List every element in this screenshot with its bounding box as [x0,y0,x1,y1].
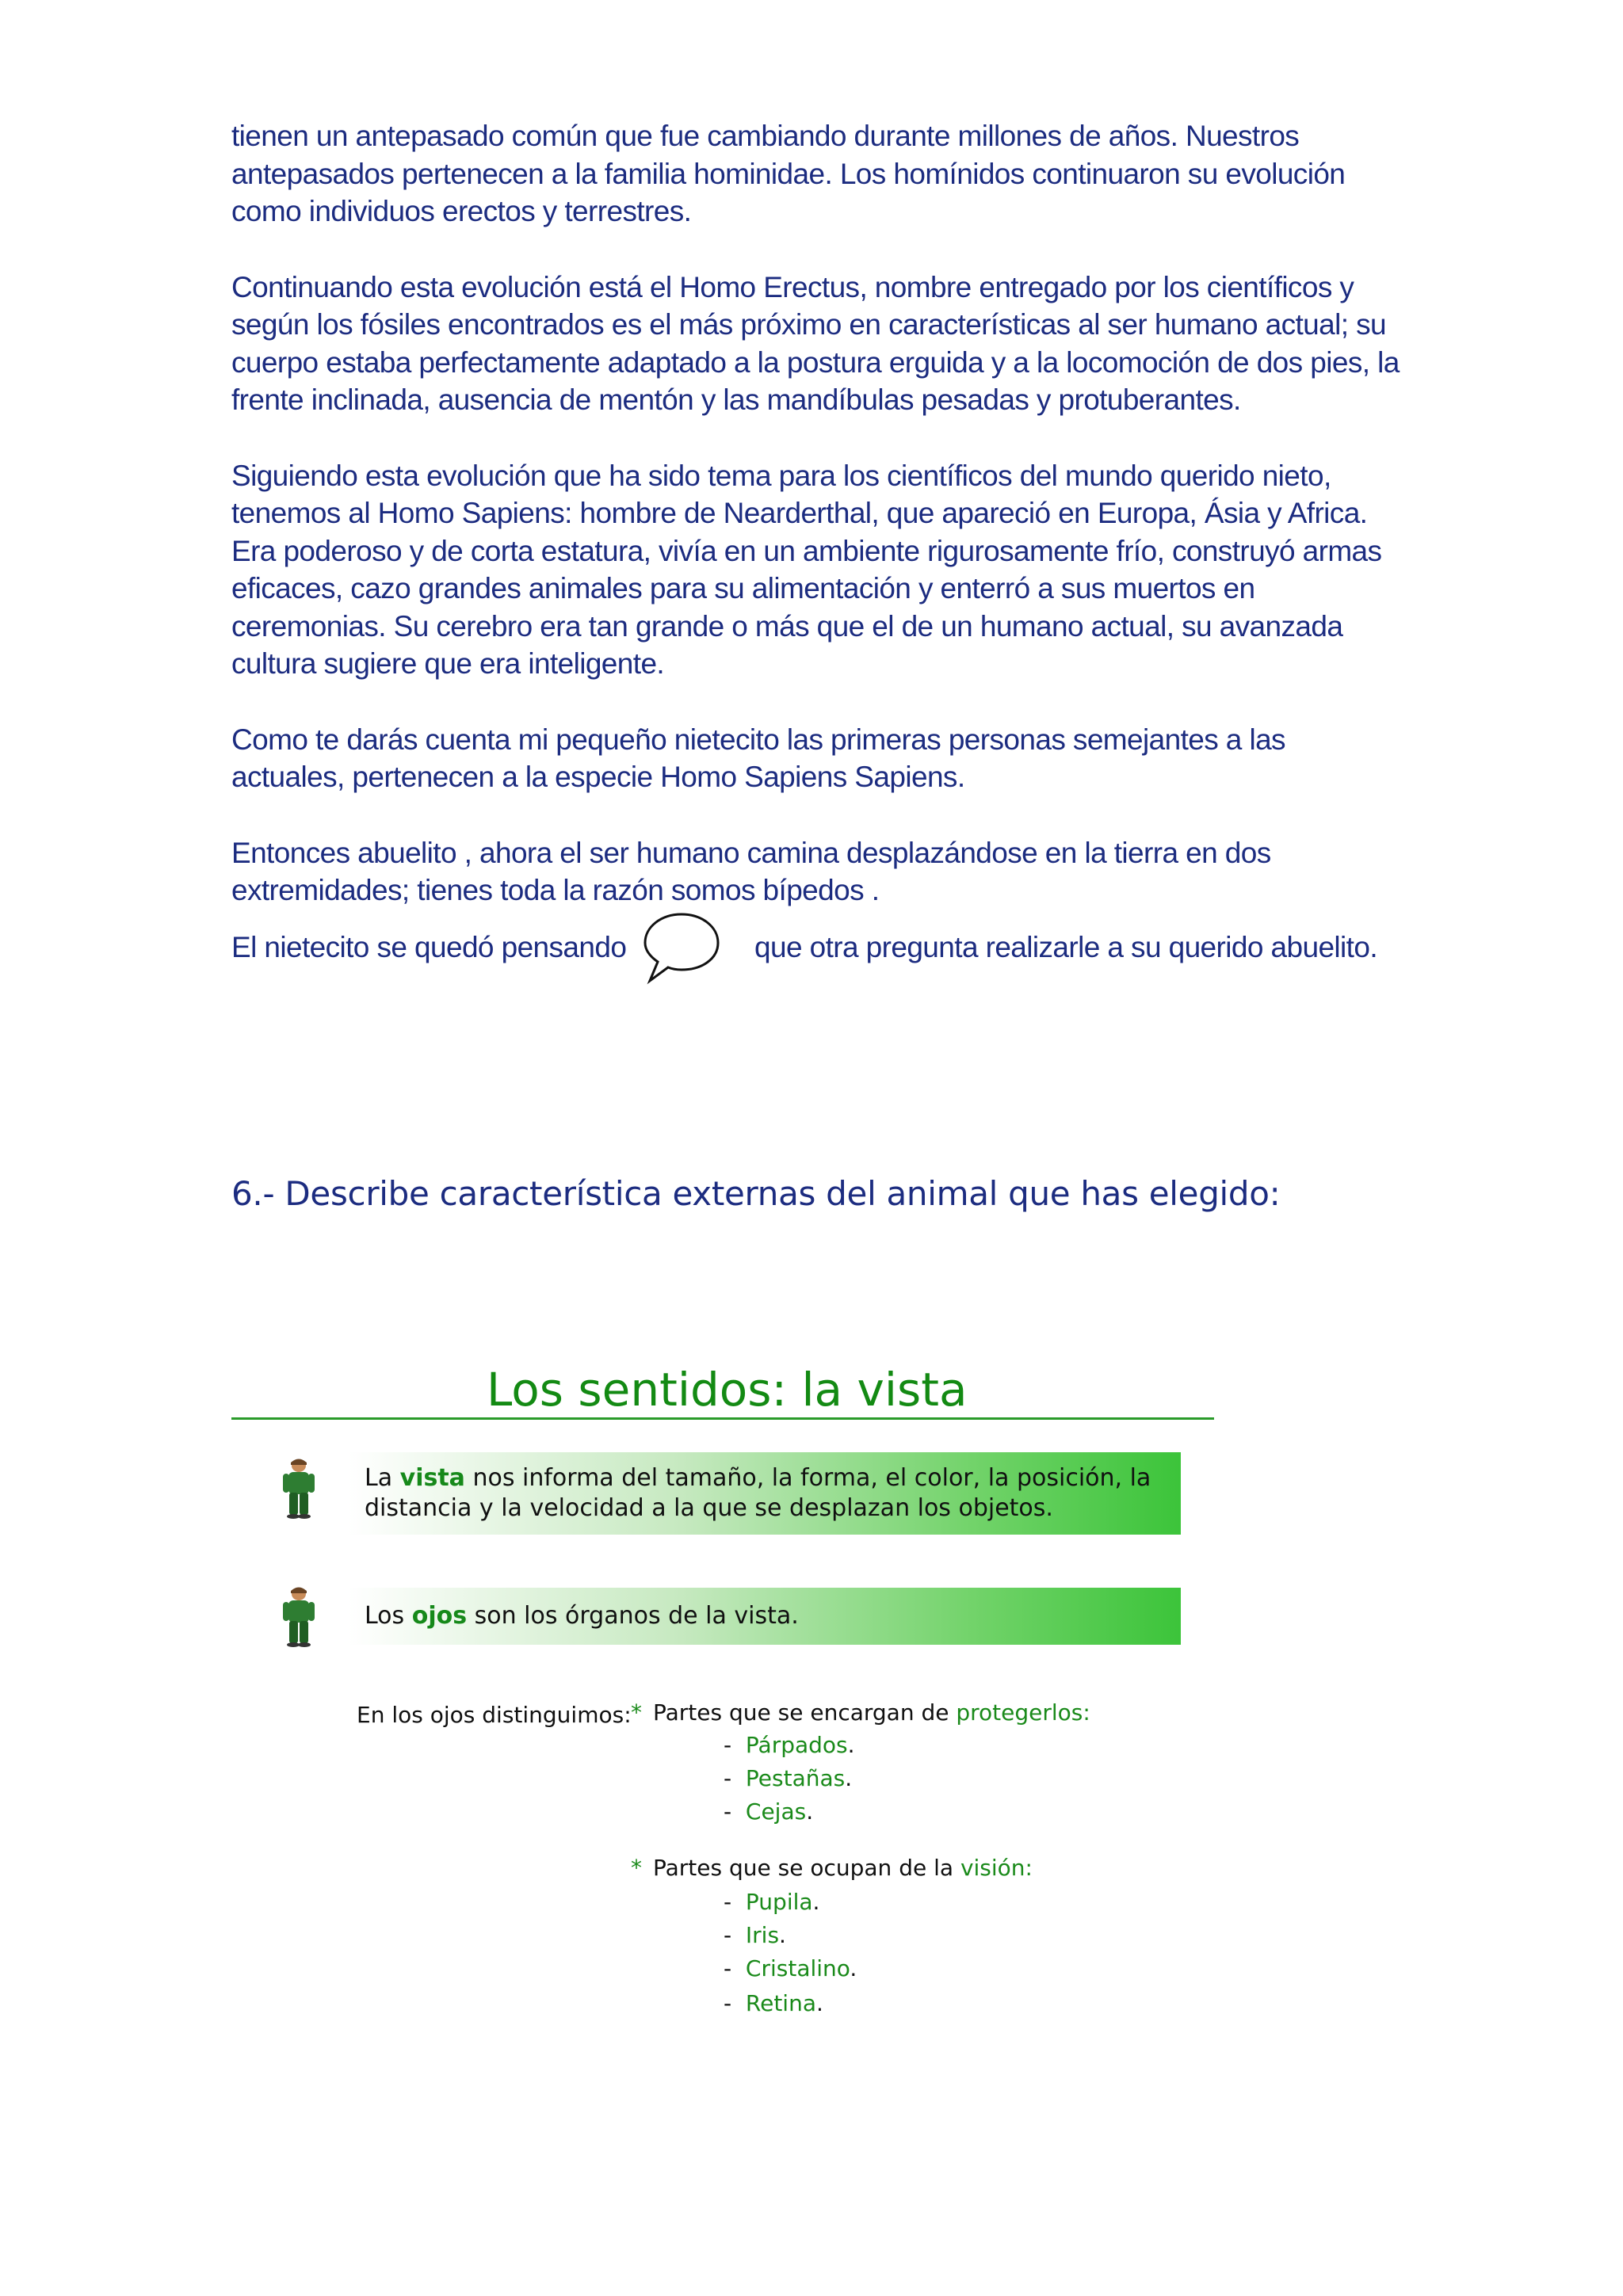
protection-head-text: Partes que se encargan de [653,1699,957,1726]
asterisk-bullet: * [631,1699,642,1726]
definition-line2: distancia y la velocidad a la que se desplazan los objetos. [365,1494,1053,1522]
question-6: 6.- Describe característica externas del animal que has elegido: [231,1174,1281,1213]
organs-box [349,1588,1181,1645]
definition-pre: La [365,1464,400,1492]
list-item: - Iris. [724,1922,786,1948]
asterisk-bullet: * [631,1855,642,1881]
eye-parts-intro: En los ojos distinguimos: [357,1702,632,1728]
keyword-vision: visión: [960,1855,1033,1881]
title-divider [231,1417,1214,1420]
vision-parts-heading [631,1855,1033,1881]
item-cristalino: Cristalino [745,1955,850,1981]
boy-figure-icon [279,1456,319,1520]
item-retina: Retina [745,1990,816,2016]
thinking-after-text: que otra pregunta realizarle a su querido abuelito. [754,930,1378,963]
keyword-ojos: ojos [411,1602,468,1630]
item-cejas: Cejas [745,1798,807,1825]
keyword-protegerlos: protegerlos: [956,1699,1090,1726]
item-pupila: Pupila [745,1889,813,1915]
definition-box [349,1452,1181,1535]
thinking-before-text: El nietecito se quedó pensando [231,930,627,963]
item-parpados: Párpados [745,1732,848,1758]
speech-bubble-icon [642,908,721,987]
list-item: - Pupila. [724,1889,820,1915]
organs-pre: Los [365,1602,412,1630]
boy-figure-icon [279,1585,319,1648]
lesson-title: Los sentidos: la vista [487,1363,968,1417]
paragraph-3: Siguiendo esta evolución que ha sido tema para los científicos del mundo querido nieto, tenemos al Homo Sapiens: hombre de Nearderthal, que apareció en Europa, Ásia y Africa. Era poderoso y de corta estatura, vivía en un ambiente rigurosamente frío, construyó armas eficaces, cazo grandes animales para su alimentación y enterró a sus muertos en ceremonias. Su cerebro era tan grande o más que el de un humano actual, su avanzada cultura sugiere que era inteligente. [231,459,1382,680]
protection-parts-heading [631,1699,1090,1726]
organs-text [365,1601,799,1631]
story-text [231,117,1404,976]
list-item: - Cejas. [724,1798,814,1825]
organs-post: son los órganos de la vista. [467,1602,799,1630]
list-item: - Retina. [724,1990,823,2016]
paragraph-4: Como te darás cuenta mi pequeño nietecito las primeras personas semejantes a las actuales, pertenecen a la especie Homo Sapiens Sapiens. [231,723,1285,793]
item-pestanas: Pestañas [745,1765,846,1791]
vision-head-text: Partes que se ocupan de la [653,1855,960,1881]
definition-text [365,1463,1151,1524]
thinking-line [231,929,1404,976]
list-item: - Párpados. [724,1732,855,1758]
paragraph-5: Entonces abuelito , ahora el ser humano camina desplazándose en la tierra en dos extremidades; tienes toda la razón somos bípedos . [231,836,1271,906]
list-item: - Pestañas. [724,1765,853,1791]
item-iris: Iris [745,1922,780,1948]
keyword-vista: vista [399,1464,465,1492]
list-item: - Cristalino. [724,1955,857,1981]
paragraph-1: tienen un antepasado común que fue cambiando durante millones de años. Nuestros antepasados pertenecen a la familia hominidae. Los homínidos continuaron su evolución como individuos erectos y terrestres. [231,120,1346,227]
definition-post: nos informa del tamaño, la forma, el color, la posición, la [464,1464,1151,1492]
paragraph-2: Continuando esta evolución está el Homo Erectus, nombre entregado por los científicos y según los fósiles encontrados es el más próximo en características al ser humano actual; su cuerpo estaba perfectamente adaptado a la postura erguida y a la locomoción de dos pies, la frente inclinada, ausencia de mentón y las mandíbulas pesadas y protuberantes. [231,270,1400,416]
